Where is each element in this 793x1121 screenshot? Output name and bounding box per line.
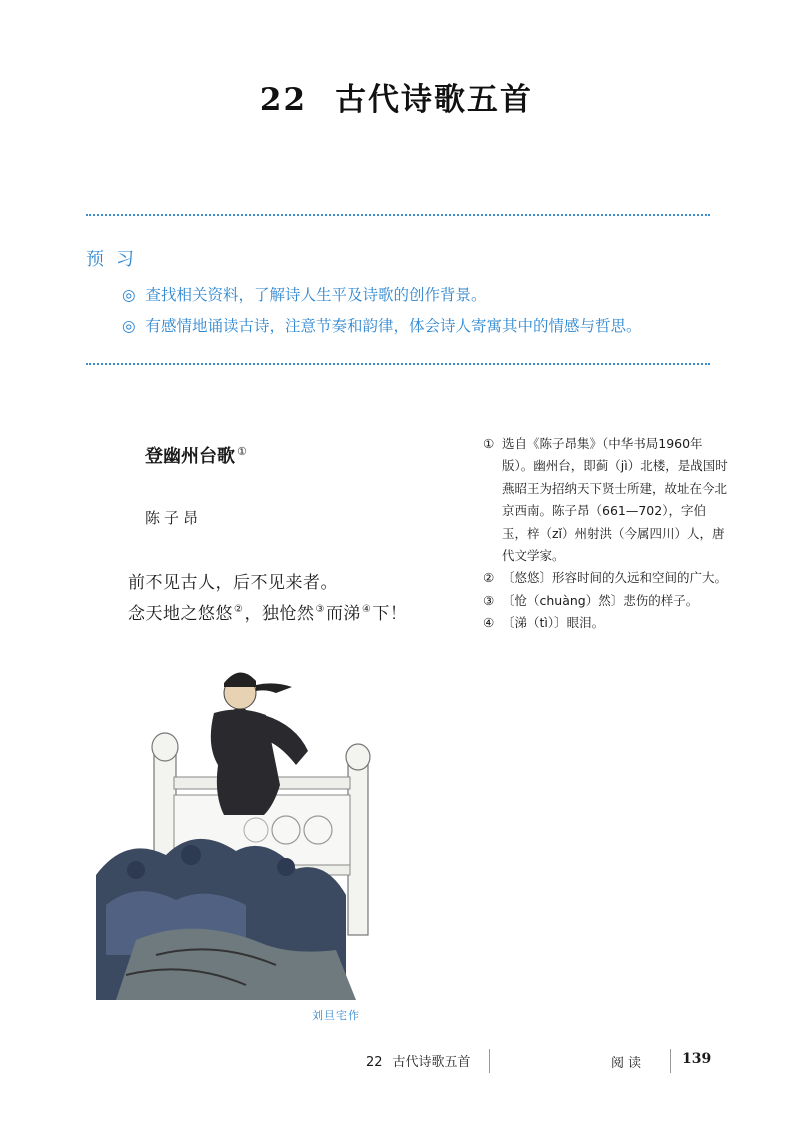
footnote	[483, 612, 728, 634]
footnote-text: 选自《陈子昂集》（中华书局1960年版）。幽州台，即蓟（jì）北楼，是战国时燕昭王为招纳天下贤士所建，故址在今北京西南。陈子昂（661—702），字伯玉，梓（zǐ）州射洪（今属四川）人，唐代文学家。	[502, 436, 728, 564]
footer-lesson	[366, 1051, 471, 1070]
preview-item	[122, 283, 487, 305]
footer-lesson-title: 古代诗歌五首	[392, 1055, 471, 1070]
preview-item-text: 有感情地诵读古诗，注意节奏和韵律，体会诗人寄寓其中的情感与哲思。	[145, 317, 642, 335]
footnote-text: 〔怆（chuàng）然〕悲伤的样子。	[502, 592, 699, 608]
footnote-text: 〔涕（tì）〕眼泪。	[502, 615, 605, 631]
footnote-ref: ④	[361, 604, 372, 615]
poem-author: 陈子昂	[145, 509, 203, 527]
footnote-mark: ③	[483, 592, 495, 608]
poet-illustration	[96, 655, 396, 1000]
footnote	[483, 567, 728, 589]
footnote	[483, 590, 728, 612]
footnote-mark: ④	[483, 615, 495, 631]
poem-line-1: 前不见古人，后不见来者。	[128, 573, 338, 593]
poem-text: ，独怆然	[244, 604, 315, 624]
footnote	[483, 433, 728, 567]
preview-heading: 预习	[86, 249, 146, 270]
footnote-text: 〔悠悠〕形容时间的久远和空间的广大。	[502, 570, 728, 586]
poem-text: 而涕	[325, 604, 361, 624]
footnotes	[483, 433, 728, 635]
poem-line-2	[128, 599, 407, 624]
preview-item	[122, 314, 642, 336]
lesson-title	[0, 74, 793, 119]
footer-divider	[489, 1049, 490, 1073]
footer-section: 阅读	[611, 1056, 646, 1071]
footnote-mark: ②	[483, 570, 495, 586]
poem-text: 念天地之悠悠	[128, 604, 233, 624]
footnote-ref: ③	[315, 604, 325, 615]
poem-title	[145, 442, 247, 468]
illustration-caption: 刘旦宅作	[312, 1009, 360, 1022]
lesson-title-text: 古代诗歌五首	[335, 82, 534, 118]
bullet-icon: ◎	[122, 286, 136, 304]
preview-item-text: 查找相关资料，了解诗人生平及诗歌的创作背景。	[145, 286, 487, 304]
poem-text: 下！	[372, 604, 408, 624]
dotted-divider-top	[86, 214, 710, 216]
footnote-ref: ②	[234, 604, 244, 615]
page-number: 139	[682, 1051, 712, 1067]
footer-lesson-number: 22	[366, 1055, 383, 1070]
footnote-mark: ①	[483, 436, 495, 451]
dotted-divider-bottom	[86, 363, 710, 365]
poem-title-text: 登幽州台歌	[145, 446, 235, 467]
bullet-icon: ◎	[122, 317, 136, 335]
footer-divider	[670, 1049, 671, 1073]
lesson-number: 22	[259, 82, 308, 118]
footnote-ref: ①	[237, 445, 247, 458]
